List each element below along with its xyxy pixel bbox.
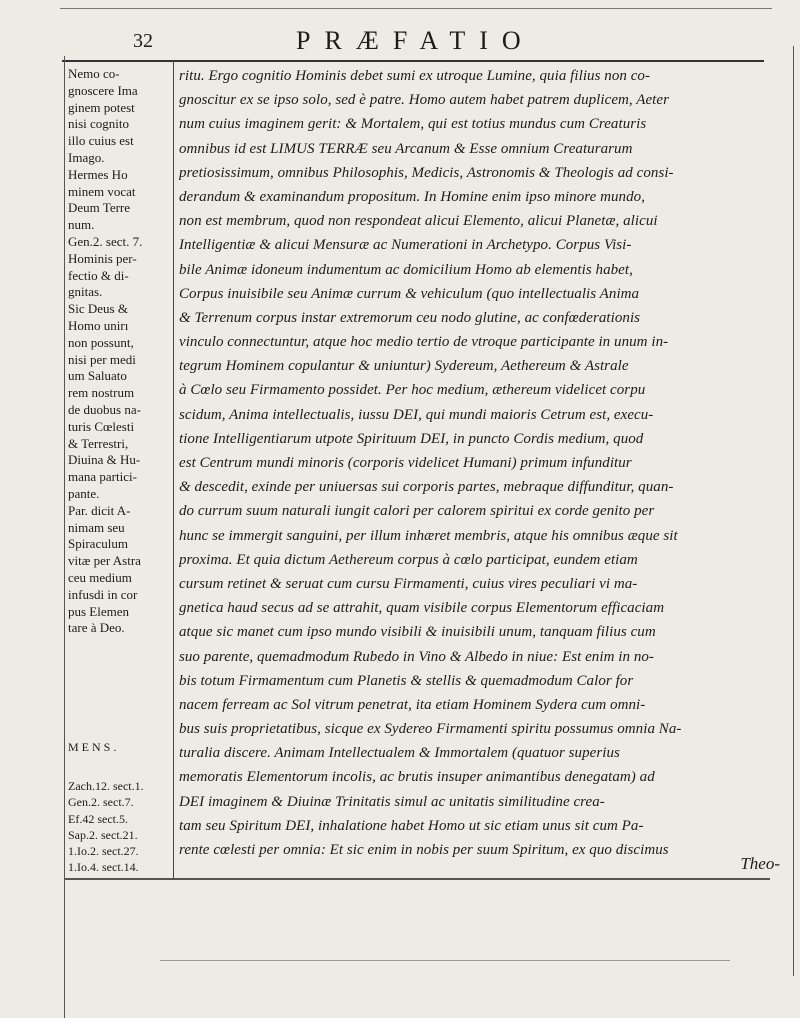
text-line: gnoscitur ex se ipso solo, sed è patre. Homo autem habet patrem duplicem, Aeter — [179, 92, 669, 109]
text-line: turalia discere. Animam Intellectualem & Immortalem (quatuor superius — [179, 745, 620, 762]
text-line: derandum & examinandum propositum. In Homine enim ipso minore mundo, — [179, 188, 645, 205]
margin-note-line: turis Cœlesti — [68, 418, 135, 434]
catchword: Theo- — [740, 854, 780, 873]
text-line: num cuius imaginem gerit: & Mortalem, qui est totius mundus cum Creaturis — [179, 116, 647, 133]
reference-line: Ef.42 sect.5. — [68, 811, 128, 826]
margin-note-line: Par. dicit A- — [68, 502, 131, 518]
frame-left-rule — [64, 56, 65, 1018]
text-line: ritu. Ergo cognitio Hominis debet sumi ex utroque Lumine, quia filius non co- — [179, 68, 651, 84]
margin-notes — [68, 66, 172, 637]
margin-note-line: ginem potest — [68, 99, 135, 115]
margin-note-line: Sic Deus & — [68, 301, 128, 317]
margin-note-line: gnoscere Ima — [68, 82, 138, 98]
margin-note-line: nisi cognito — [68, 116, 130, 132]
text-line: atque sic manet cum ipso mundo visibili & inuisibili unum, tanquam filius cum — [179, 624, 656, 641]
text-line: bile Animæ idoneum indumentum ac domicilium Homo ab elementis habet, — [179, 261, 633, 278]
text-line: est Centrum mundi minoris (corporis videlicet Humani) primum infunditur — [179, 455, 632, 471]
margin-note-line: Hominis per- — [68, 250, 137, 266]
margin-note-line: mana partici- — [68, 469, 137, 485]
text-line: suo parente, quemadmodum Rubedo in Vino & Albedo in niue: Est enim in no- — [179, 648, 654, 665]
margin-note-line: Diuina & Hu- — [68, 452, 141, 468]
margin-note-line: Gen.2. sect. 7. — [68, 233, 143, 249]
margin-note-line: & Terrestri, — [68, 435, 129, 451]
reference-line: Zach.12. sect.1. — [68, 779, 144, 793]
text-line: omnibus id est LIMUS TERRÆ seu Arcanum & Esse omnium Creaturarum — [179, 140, 633, 157]
text-line: tione Intelligentiarum utpote Spirituum DEI, in puncto Cordis medium, quod — [179, 430, 644, 447]
frame-right-rule — [793, 46, 794, 976]
margin-note-line: non possunt, — [68, 334, 134, 350]
margin-note-line: Homo unirı — [68, 317, 129, 333]
page-number: 32 — [133, 30, 153, 52]
margin-note-line: Hermes Ho — [68, 166, 128, 182]
text-line: Intelligentiæ & alicui Mensuræ ac Numerationi in Archetypo. Corpus Visi- — [179, 237, 632, 254]
margin-note-line: Imago. — [68, 149, 105, 165]
margin-note-line: tare à Deo. — [68, 620, 125, 636]
margin-note-line: fectio & di- — [68, 267, 129, 283]
page-header — [0, 22, 800, 58]
text-line: do currum suum naturali iungit calori per calorem spiritui ex corde genito per — [179, 503, 655, 520]
margin-note-line: pus Elemen — [68, 603, 130, 619]
text-line: bus suis proprietatibus, sicque ex Sydereo Firmamenti spiritu possumus omnia Na- — [179, 721, 682, 738]
margin-note-line: gnitas. — [68, 284, 103, 300]
scripture-references — [68, 778, 172, 876]
main-text-block — [179, 64, 786, 862]
margin-note-line: illo cuius est — [68, 133, 134, 149]
text-line: Corpus inuisibile seu Animæ currum & vehiculum (quo intellectualis Anima — [179, 285, 640, 302]
side-label-mens: MENS. — [68, 740, 120, 754]
text-line: cursum retinet & seruat cum cursu Firmamenti, cuius vires peculiari vi ma- — [179, 575, 638, 592]
faint-bottom-rule — [160, 960, 730, 961]
text-line: proxima. Et quia dictum Aethereum corpus à cœlo participat, eundem etiam — [179, 551, 638, 568]
reference-line: Gen.2. sect.7. — [68, 795, 134, 810]
margin-note-line: pante. — [68, 485, 100, 501]
margin-note-line: ceu medium — [68, 569, 132, 585]
margin-note-line: Nemo co- — [68, 66, 120, 81]
text-line: à Cœlo seu Firmamento possidet. Per hoc medium, æthereum videlicet corpu — [179, 382, 646, 399]
reference-line: 1.Io.4. sect.14. — [68, 860, 139, 875]
margin-note-line: num. — [68, 217, 95, 233]
margin-note-line: minem vocat — [68, 183, 136, 199]
text-line: rente cœlesti per omnia: Et sic enim in nobis per suum Spiritum, ex quo discimus — [179, 842, 669, 858]
text-line: pretiosissimum, omnibus Philosophis, Medicis, Astronomis & Theologis ad consi- — [179, 164, 674, 181]
margin-note-line: de duobus na- — [68, 401, 141, 417]
margin-note-line: Spiraculum — [68, 536, 128, 552]
text-line: tegrum Hominem copulantur & uniuntur) Sydereum, Aethereum & Astrale — [179, 358, 629, 375]
reference-line: 1.Io.2. sect.27. — [68, 844, 139, 859]
top-rule — [60, 8, 772, 9]
text-line: gnetica haud secus ad se attrahit, quam visibile corpus Elementorum efficaciam — [179, 600, 665, 617]
margin-column-rule — [173, 60, 174, 880]
margin-note-line: nimam seu — [68, 519, 125, 535]
text-line: scidum, Anima intellectualis, iussu DEI, qui mundi maioris Cetrum est, execu- — [179, 406, 654, 423]
text-line: & descedit, exinde per uniuersas sui corporis partes, mebraque diffunditur, quan- — [179, 479, 674, 496]
running-head: PRÆFATIO — [296, 26, 535, 55]
margin-note-line: infusdi in cor — [68, 586, 138, 602]
text-line: hunc se immergit sanguini, per illum inhæret membris, atque his omnibus æque sit — [179, 527, 678, 544]
text-line: nacem ferream ac Sol vitrum penetrat, ita etiam Hominem Sydera cum omni- — [179, 696, 646, 713]
text-line: bis totum Firmamentum cum Planetis & stellis & quemadmodum Calor for — [179, 672, 634, 689]
margin-note-line: vitæ per Astra — [68, 553, 141, 569]
margin-note-line: Deum Terre — [68, 200, 131, 216]
bottom-rule — [64, 878, 770, 880]
reference-line: Sap.2. sect.21. — [68, 827, 138, 842]
text-line: memoratis Elementorum incolis, ac brutis insuper animantibus denegatam) ad — [179, 769, 655, 786]
text-line: DEI imaginem & Diuinæ Trinitatis simul ac unitatis similitudine crea- — [179, 793, 605, 810]
frame-top-rule — [62, 60, 764, 62]
margin-note-line: rem nostrum — [68, 385, 135, 401]
text-line: & Terrenum corpus instar extremorum ceu nodo glutine, ac confœderationis — [179, 309, 641, 326]
text-line: non est membrum, quod non respondeat alicui Elemento, alicui Planetæ, alicui — [179, 213, 658, 230]
margin-note-line: um Saluato — [68, 368, 127, 384]
text-line: vinculo connectuntur, atque hoc medio tertio de vtroque participante in unum in- — [179, 334, 669, 351]
margin-note-line: nisi per medi — [68, 351, 136, 367]
text-line: tam seu Spiritum DEI, inhalatione habet Homo ut sic etiam unus sit cum Pa- — [179, 817, 644, 834]
